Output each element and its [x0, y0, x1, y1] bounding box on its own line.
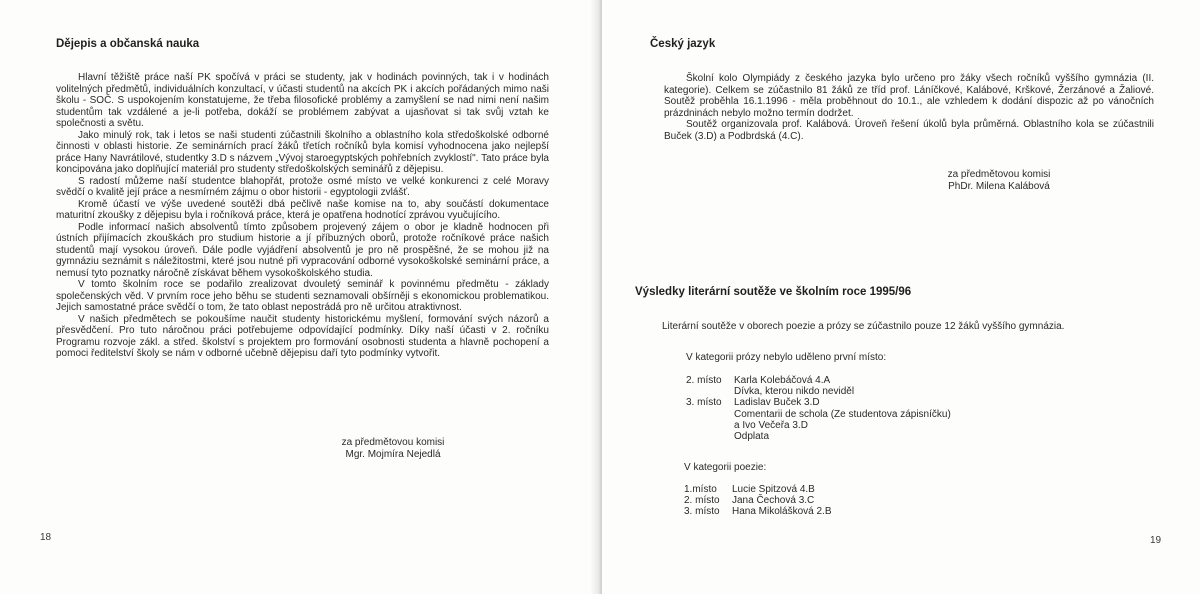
section-intro: Literární soutěže v oborech poezie a prózy se zúčastnilo pouze 12 žáků vyššího gymnázia. [662, 321, 1065, 332]
paragraph: V tomto školním roce se podařilo zrealizovat dvouletý seminář k povinnému předmětu - základy společenských věd. V prvním roce jeho běhu se studenti seznamovali obšírněji s ekonomickou problematikou. Jejich samostatné práce svědčí o tom, že tato oblast nepostrádá pro ně určitou atraktivnost. [56, 279, 549, 313]
work-title: Comentarii de schola (Ze studentova zápisníčku) [734, 408, 951, 420]
prose-results [686, 375, 951, 442]
category-heading: V kategorii poezie: [684, 462, 767, 473]
paragraph: Hlavní těžiště práce naší PK spočívá v práci se studenty, jak v hodinách povinných, tak i v hodinách volitelných předmětů, individuálních konzultací, v účasti studentů na akcích PK i akcích pořádaných mimo naši školu - SOČ. S uspokojením konstatujeme, že třeba filosofické problémy a zamyšlení se nad nimi není našim studentům tak vzdálené a je-li potřeba, dokáží se problémem zabývat a ujasňovat si tak svůj vztah ke společnosti a světu. [56, 72, 549, 129]
student-name: Lucie Spitzová 4.B [732, 484, 815, 495]
signature-name: Mgr. Mojmíra Nejedlá [345, 448, 441, 460]
signature-role: za předmětovou komisi [947, 169, 1051, 180]
signature-block [318, 437, 468, 460]
paragraph: Školní kolo Olympiády z českého jazyka bylo určeno pro žáky všech ročníků vyššího gymnázia (II. kategorie). Celkem se zúčastnilo 81 žáků ze tříd prof. Láníčkové, Kalábové, Krškové, Žerzánové a Žaliové. Soutěž proběhla 16.1.1996 - měla proběhnout do 10.1., ale vzhledem k dodání dispozic až po vánočních prázdninách nebylo možno termín dodržet. [664, 73, 1154, 119]
signature-name: PhDr. Milena Kalábová [948, 180, 1050, 192]
paragraph: Soutěž organizovala prof. Kalábová. Úroveň řešení úkolů byla průměrná. Oblastního kola se zúčastnili Buček (3.D) a Podbrdská (4.C). [664, 119, 1154, 142]
place-label: 3. místo [684, 506, 720, 518]
page-number: 19 [1150, 535, 1162, 546]
category-heading: V kategorii prózy nebylo uděleno první místo: [686, 352, 887, 363]
list-item [686, 397, 951, 408]
work-title: Odplata [734, 431, 770, 443]
co-author: a Ivo Večeřa 3.D [734, 419, 808, 431]
section-title: Český jazyk [650, 38, 716, 50]
place-label: 1.místo [684, 484, 717, 495]
list-item [686, 375, 951, 386]
place-label: 3. místo [686, 397, 722, 409]
section-title: Výsledky literární soutěže ve školním roce 1995/96 [635, 286, 912, 298]
list-item [684, 484, 832, 495]
page-number: 18 [40, 532, 52, 543]
student-name: Ladislav Buček 3.D [734, 397, 820, 409]
place-label: 2. místo [684, 495, 720, 507]
right-page [602, 0, 1200, 594]
student-name: Jana Čechová 3.C [732, 495, 815, 507]
paragraph: S radostí můžeme naší studentce blahopřát, protože osmé místo ve velké konkurenci z celé Moravy svědčí o kvalitě její práce a nesmírném zájmu o obor historii - egyptologii zvlášť. [56, 175, 549, 198]
article-body [56, 72, 549, 360]
signature-role: za předmětovou komisi [341, 437, 445, 448]
student-name: Karla Kolebáčová 4.A [734, 375, 831, 386]
paragraph: Kromě účastí ve výše uvedené soutěži dbá pečlivě naše komise na to, aby součástí dokumentace maturitní zkoušky z dějepisu byla i ročníková práce, která je opatřena hodnotící zprávou vyučujícího. [56, 198, 549, 221]
list-item [684, 495, 832, 506]
signature-block [924, 169, 1074, 192]
student-name: Hana Mikolášková 2.B [732, 506, 832, 518]
page-title: Dějepis a občanská nauka [56, 38, 200, 50]
paragraph: Podle informací našich absolventů tímto způsobem projevený zájem o obor je kladně hodnocen při ústních přijímacích zkouškách pro studium historie a jí příbuzných oborů, protože ročníkové práce našich studentů mají vysokou úroveň. Dále podle vyjádření absolventů je pro ně prospěšné, že se mohou již na gymnáziu seznámit s náležitostmi, které jsou nutné při vypracování odborné vysokoškolské seminární práce, a nemusí tyto poznatky náročně získávat během vysokoškolského studia. [56, 221, 549, 279]
list-item [684, 506, 832, 517]
left-page [0, 0, 597, 594]
section-body [664, 73, 1154, 142]
paragraph: V našich předmětech se pokoušíme naučit studenty historickému myšlení, formování svých názorů a přesvědčení. Pro tuto náročnou práci potřebujeme odpovídající podmínky. Díky naší účasti v 2. ročníku Programu rozvoje zákl. a střed. školství s projektem pro formování osobnosti studenta a hlavně pochopení a pomoci ředitelství školy se nám v odborné učebně dějepisu daří tyto podmínky vytvořit. [56, 313, 549, 359]
work-title: Dívka, kterou nikdo neviděl [734, 386, 855, 398]
paragraph: Jako minulý rok, tak i letos se naši studenti zúčastnili školního a oblastního kola středoškolské odborné činnosti v oblasti historie. Ze seminárních prací žáků třetích ročníků byla komisí vyhodnocena jako nejlepší práce Hany Navrátilové, studentky 3.D s názvem „Vývoj staroegyptských pohřebních zvyklostí". Tato práce byla koncipována jako doplňující materiál pro studenty středoškolských seminářů z dějepisu. [56, 129, 549, 175]
place-label: 2. místo [686, 375, 722, 386]
poetry-results [684, 484, 832, 518]
